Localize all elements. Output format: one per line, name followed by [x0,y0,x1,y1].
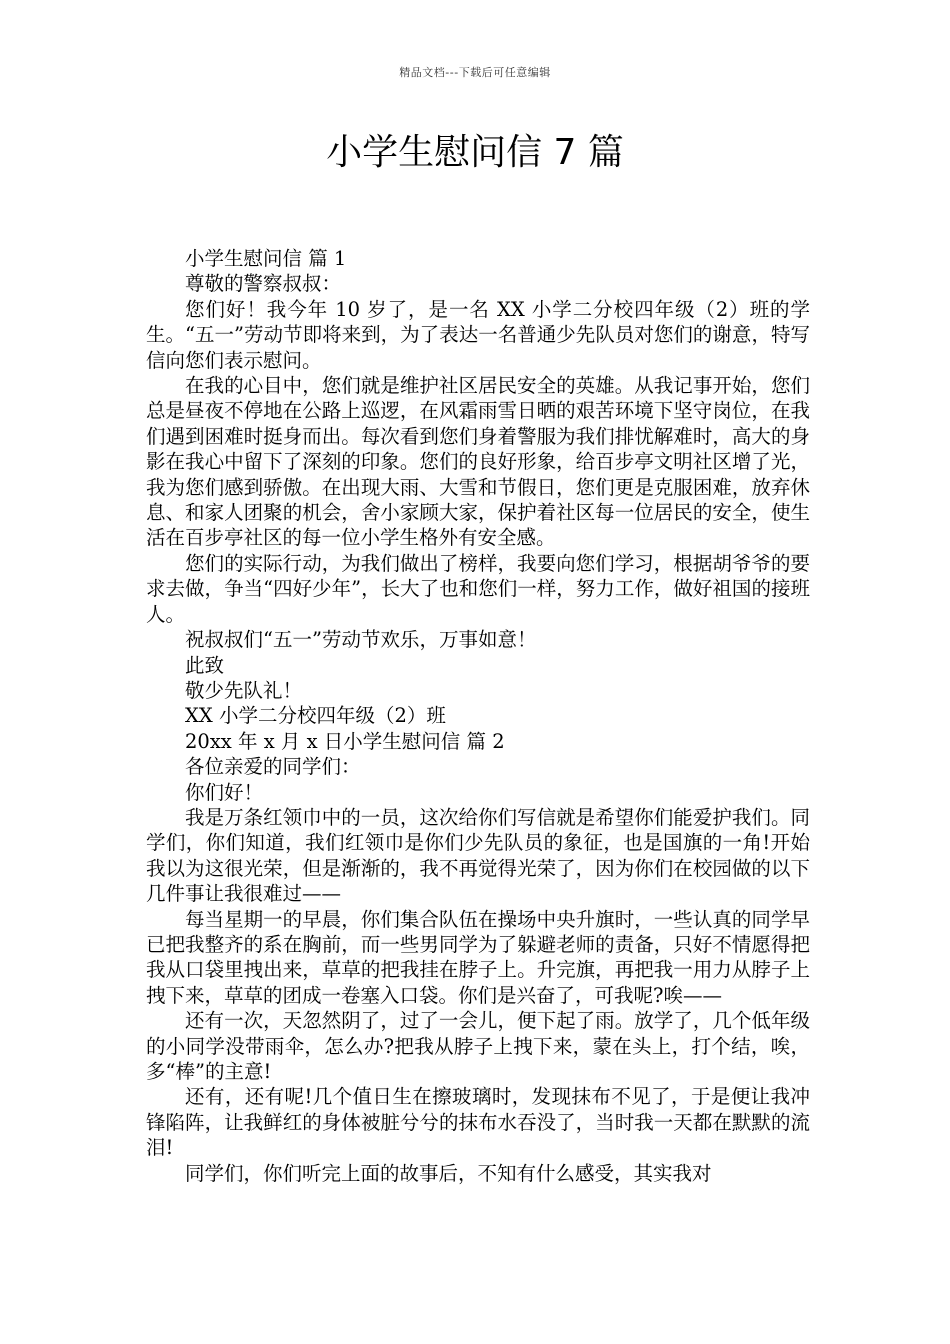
paragraph: XX 小学二分校四年级（2）班 [185,704,446,728]
paragraph: 此致 [185,653,225,677]
paragraph: 还有，还有呢!几个值日生在擦玻璃时，发现抹布不见了，于是便让我冲锋陷阵，让我鲜红的身体被脏兮兮的抹布水吞没了，当时我一天都在默默的流泪! [146,1085,810,1160]
paragraph: 同学们，你们听完上面的故事后，不知有什么感受，其实我对 [185,1161,712,1185]
paragraph: 您们的实际行动，为我们做出了榜样，我要向您们学习，根据胡爷爷的要求去做，争当“四好少年”，长大了也和您们一样，努力工作，做好祖国的接班人。 [146,551,810,626]
paragraph: 你们好！ [185,780,264,804]
paragraph: 20xx 年 x 月 x 日小学生慰问信 篇 2 [185,729,505,753]
paragraph: 您们好！我今年 10 岁了，是一名 XX 小学二分校四年级（2）班的学生。“五一”劳动节即将来到，为了表达一名普通少先队员对您们的谢意，特写信向您们表示慰问。 [146,297,810,372]
paragraph: 祝叔叔们“五一”劳动节欢乐，万事如意！ [185,628,537,652]
document-body [146,246,810,1186]
header-note: 精品文档---下载后可任意编辑 [399,66,551,79]
paragraph: 我是万条红领巾中的一员，这次给你们写信就是希望你们能爱护我们。同学们，你们知道，我们红领巾是你们少先队员的象征，也是国旗的一角!开始我以为这很光荣，但是渐渐的，我不再觉得光荣了，因为你们在校园做的以下几件事让我很难过—— [146,805,810,906]
paragraph: 各位亲爱的同学们： [185,755,361,779]
paragraph: 敬少先队礼！ [185,678,303,702]
paragraph: 每当星期一的早晨，你们集合队伍在操场中央升旗时，一些认真的同学早已把我整齐的系在胸前，而一些男同学为了躲避老师的责备，只好不情愿得把我从口袋里拽出来，草草的把我挂在脖子上。升完旗，再把我一用力从脖子上拽下来，草草的团成一卷塞入口袋。你们是兴奋了，可我呢?唉—— [146,907,810,1007]
paragraph: 还有一次，天忽然阴了，过了一会儿，便下起了雨。放学了，几个低年级的小同学没带雨伞，怎么办?把我从脖子上拽下来，蒙在头上，打个结，唉，多“棒”的主意! [146,1009,810,1083]
paragraph: 小学生慰问信 篇 1 [185,247,347,270]
paragraph: 在我的心目中，您们就是维护社区居民安全的英雄。从我记事开始，您们总是昼夜不停地在公路上巡逻，在风霜雨雪日晒的艰苦环境下坚守岗位，在我们遇到困难时挺身而出。每次看到您们身着警服为我们排忧解难时，高大的身影在我心中留下了深刻的印象。您们的良好形象，给百步亭文明社区增了光，我为您们感到骄傲。在出现大雨、大雪和节假日，您们更是克服困难，放弃休息、和家人团聚的机会，舍小家顾大家，保护着社区每一位居民的安全，使生活在百步亭社区的每一位小学生格外有安全感。 [146,374,810,550]
page-title: 小学生慰问信 7 篇 [326,132,624,173]
paragraph: 尊敬的警察叔叔： [185,272,342,296]
